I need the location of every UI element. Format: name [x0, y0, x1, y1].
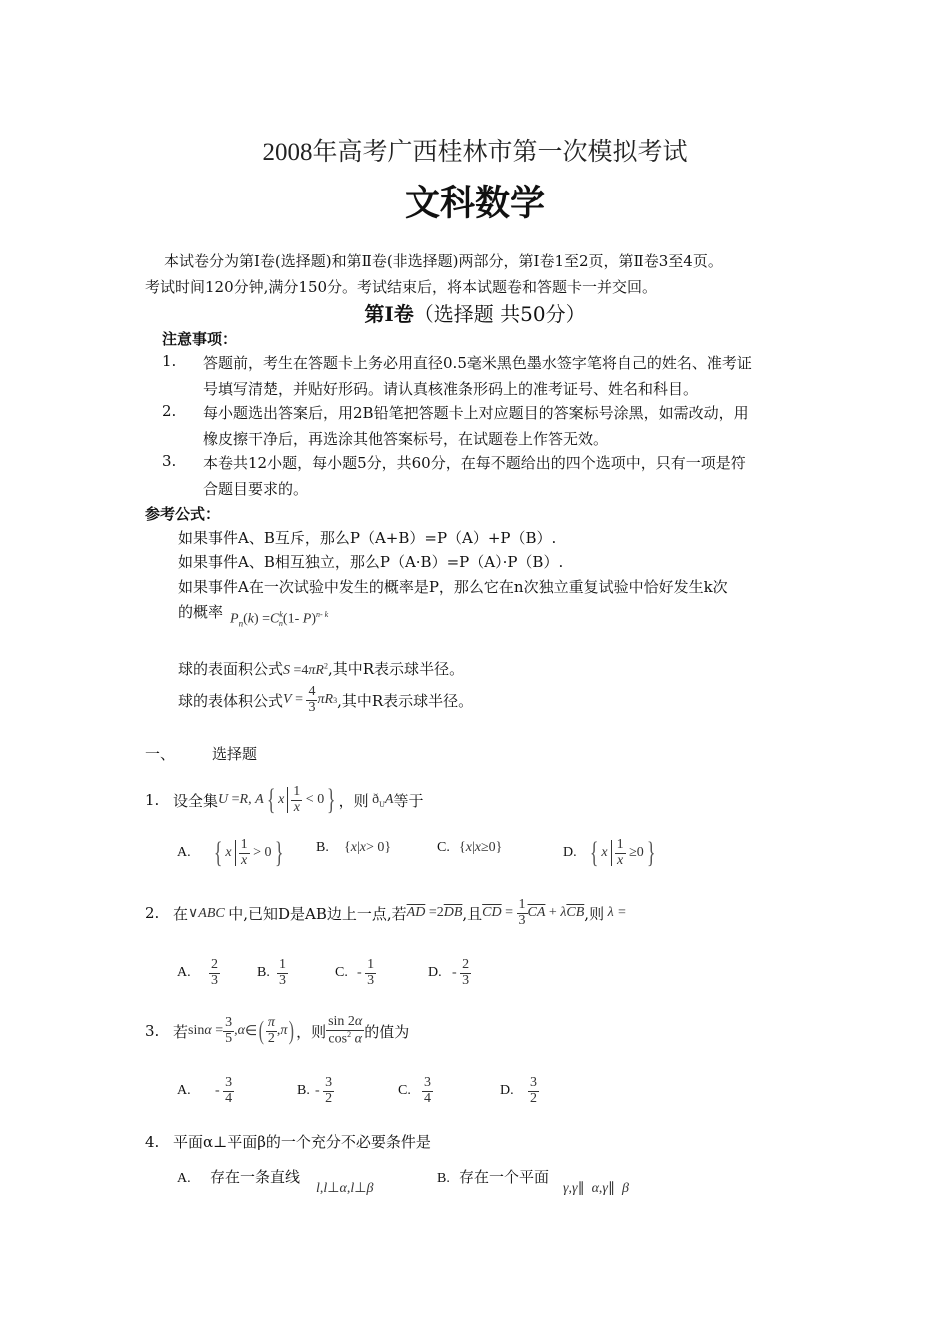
note-3-num: 3.: [162, 452, 177, 470]
formula-mutually-exclusive: 如果事件A、B互斥，那么P（A+B）=P（A）+P（B）.: [178, 529, 557, 547]
formula-binomial-p: P: [230, 611, 239, 627]
question-4-option-b-label: B.: [437, 1171, 450, 1186]
note-1-line-2: 号填写清楚，并贴好形码。请认真核准条形码上的准考证号、姓名和科目。: [203, 380, 699, 398]
formula-binomial-label: 的概率: [178, 603, 224, 621]
question-4-option-a-text: 存在一条直线: [210, 1168, 301, 1186]
intro-line-1: 本试卷分为第Ⅰ卷(选择题)和第Ⅱ卷(非选择题)两部分，第Ⅰ卷1至2页，第Ⅱ卷3至4页。: [164, 252, 723, 270]
sphere-area-post: ,其中R表示球半径。: [328, 660, 465, 678]
part1-heading-rest: （选择题 共50分）: [413, 302, 586, 326]
question-2-vector-relation: $\overline{AD} =2\overline{DB}$: [406, 905, 463, 921]
sphere-area-line: [178, 658, 464, 679]
question-3-option-b-value: $\frac{3}{2}$: [325, 1075, 333, 1106]
question-3-pre: 若: [173, 1022, 189, 1041]
question-2-pre: 在: [173, 904, 189, 923]
formula-independent: 如果事件A、B相互独立，那么P（A·B）=P（A）·P（B）.: [178, 553, 564, 571]
question-4-number: 4.: [145, 1133, 160, 1151]
subject-title: 文科数学: [404, 184, 545, 224]
question-4-option-a-label: A.: [177, 1171, 191, 1186]
question-1: [145, 783, 423, 817]
sphere-volume-post: ,其中R表示球半径。: [337, 691, 474, 710]
question-2-option-d-value: $\frac{2}{3}$: [462, 957, 470, 988]
section-label: 选择题: [212, 745, 258, 763]
question-2-option-c[interactable]: [335, 958, 376, 988]
question-2-option-d-label: D.: [428, 965, 442, 981]
sphere-area-pre: 球的表面积公式: [178, 660, 284, 678]
question-3-option-a-sign: -: [215, 1083, 224, 1099]
question-3-option-c[interactable]: [398, 1076, 433, 1106]
question-2-option-b-label: B.: [257, 965, 270, 981]
question-1-complement-symbol: $ð_UA$: [368, 791, 394, 809]
section-number: 一、: [145, 745, 176, 763]
question-2-tail: ,则: [584, 904, 605, 923]
part1-heading: [0, 298, 950, 327]
question-2-option-c-label: C.: [335, 965, 348, 981]
formula-binomial-expression: $P_n(k) =C^k_n(1-$ P)$^{n- k}$: [230, 610, 329, 629]
part1-heading-bold: 第Ⅰ卷: [364, 302, 414, 326]
note-3-line-2: 合题目要求的。: [203, 480, 309, 498]
sphere-volume-pre: 球的表体积公式: [178, 691, 284, 710]
note-2-line-1: 每小题选出答案后，用2B铅笔把答题卡上对应题目的答案标号涂黑，如需改动，用: [203, 404, 749, 422]
question-1-option-c-label: C.: [437, 840, 450, 855]
question-1-option-b-label: B.: [316, 840, 329, 855]
question-2-option-b[interactable]: [257, 958, 288, 988]
question-3-option-b-sign: -: [315, 1083, 324, 1099]
question-2-vector-cd: $\overline{CD}$ = $\frac{1}{3}$ $\overline{CA}$ + λ $\overline{CB}$: [482, 897, 585, 928]
sphere-volume-line: [178, 685, 473, 715]
note-2-num: 2.: [162, 402, 177, 420]
question-3-option-d-label: D.: [500, 1083, 514, 1099]
question-4-option-a-formula: l,l⊥α,l⊥β: [316, 1181, 374, 1196]
question-2-number: 2.: [145, 904, 160, 923]
question-3-option-b[interactable]: [297, 1076, 334, 1106]
question-1-option-c[interactable]: [437, 840, 502, 856]
question-1-number: 1.: [145, 791, 160, 809]
question-1-option-b-set: { x | x > 0}: [344, 840, 392, 855]
question-3-option-b-label: B.: [297, 1083, 310, 1099]
formulas-title: 参考公式：: [145, 505, 221, 523]
question-1-option-c-set: { x | x ≥0}: [459, 840, 503, 855]
question-2-option-b-value: $\frac{1}{3}$: [279, 957, 286, 988]
question-4-option-b-text: 存在一个平面: [459, 1168, 550, 1186]
question-2-option-a[interactable]: [177, 958, 220, 988]
question-1-option-a-set: { x $\frac{1}{x}$ > 0 }: [213, 836, 284, 869]
question-3-mid: ，则: [296, 1022, 327, 1041]
question-3-option-d[interactable]: [500, 1076, 539, 1106]
question-4-option-a[interactable]: [177, 1166, 300, 1187]
question-1-pre: 设全集: [173, 791, 219, 810]
exam-title: 2008年高考广西桂林市第一次模拟考试: [262, 139, 688, 166]
note-1-num: 1.: [162, 352, 177, 370]
question-4-option-b[interactable]: [437, 1166, 549, 1187]
question-3-option-a-value: $\frac{3}{4}$: [225, 1075, 233, 1106]
question-3: [145, 1015, 409, 1047]
question-3-condition: sin α = $\frac{3}{5}$ , α ∈ ( $\frac{\pi}{2}$ , π ): [188, 1014, 295, 1046]
sphere-area-formula: $S =4\pi R^2$: [283, 661, 328, 678]
note-2-line-2: 橡皮擦干净后，再选涂其他答案标号，在试题卷上作答无效。: [203, 430, 609, 448]
question-1-option-d[interactable]: [563, 836, 658, 870]
question-2-triangle: ∨ABC: [188, 905, 225, 921]
question-2-option-c-sign: -: [357, 965, 366, 981]
question-2-lambda: λ =: [604, 905, 627, 921]
question-3-option-d-value: $\frac{3}{2}$: [530, 1075, 537, 1106]
question-3-option-c-label: C.: [398, 1083, 411, 1099]
question-2-mid: 中,已知D是AB边上一点,若: [228, 904, 407, 923]
question-1-option-d-set: { x $\frac{1}{x}$ ≥0 }: [589, 836, 656, 869]
formula-binomial-intro: 如果事件A在一次试验中发生的概率是P，那么它在n次独立重复试验中恰好发生k次: [178, 578, 728, 596]
question-1-set-expression: U = R , A { x $\frac{1}{x}$ < 0 }: [218, 783, 336, 816]
sphere-volume-formula: V = $\frac{4}{3}$ πR 3: [283, 684, 338, 715]
note-1-line-1: 答题前，考生在答题卡上务必用直径0.5毫米黑色墨水签字笔将自己的姓名、准考证: [203, 354, 752, 372]
question-4: [145, 1131, 431, 1152]
question-2-option-d-sign: -: [452, 965, 461, 981]
question-4-text: 平面α⊥平面β的一个充分不必要条件是: [173, 1133, 431, 1151]
question-3-option-c-value: $\frac{3}{4}$: [424, 1075, 431, 1106]
question-3-number: 3.: [145, 1022, 160, 1041]
question-2-option-a-label: A.: [177, 965, 191, 981]
question-1-option-a[interactable]: [177, 836, 286, 870]
question-1-tail: 等于: [393, 791, 424, 810]
question-1-option-a-label: A.: [177, 845, 191, 860]
question-2-mid2: ,且: [462, 904, 483, 923]
question-3-tail: 的值为: [364, 1022, 410, 1041]
question-3-expression: $\frac{\sin 2\alpha}{\cos^2 \alpha}$: [328, 1014, 363, 1047]
question-1-option-b[interactable]: [316, 840, 391, 856]
question-2: [145, 898, 627, 928]
question-2-option-a-value: $\frac{2}{3}$: [211, 957, 218, 988]
question-1-option-d-label: D.: [563, 845, 577, 860]
question-3-option-a[interactable]: [177, 1076, 234, 1106]
question-2-option-d[interactable]: [428, 958, 471, 988]
question-2-option-c-value: $\frac{1}{3}$: [367, 957, 375, 988]
notes-title: 注意事项：: [162, 330, 238, 348]
intro-line-2: 考试时间120分钟,满分150分。考试结束后，将本试题卷和答题卡一并交回。: [145, 278, 658, 296]
question-1-post: ，则: [338, 791, 369, 810]
question-3-option-a-label: A.: [177, 1083, 191, 1099]
note-3-line-1: 本卷共12小题，每小题5分，共60分，在每不题给出的四个选项中，只有一项是符: [203, 454, 746, 472]
question-4-option-b-formula: γ,γ∥ α,γ∥ β: [563, 1181, 629, 1196]
